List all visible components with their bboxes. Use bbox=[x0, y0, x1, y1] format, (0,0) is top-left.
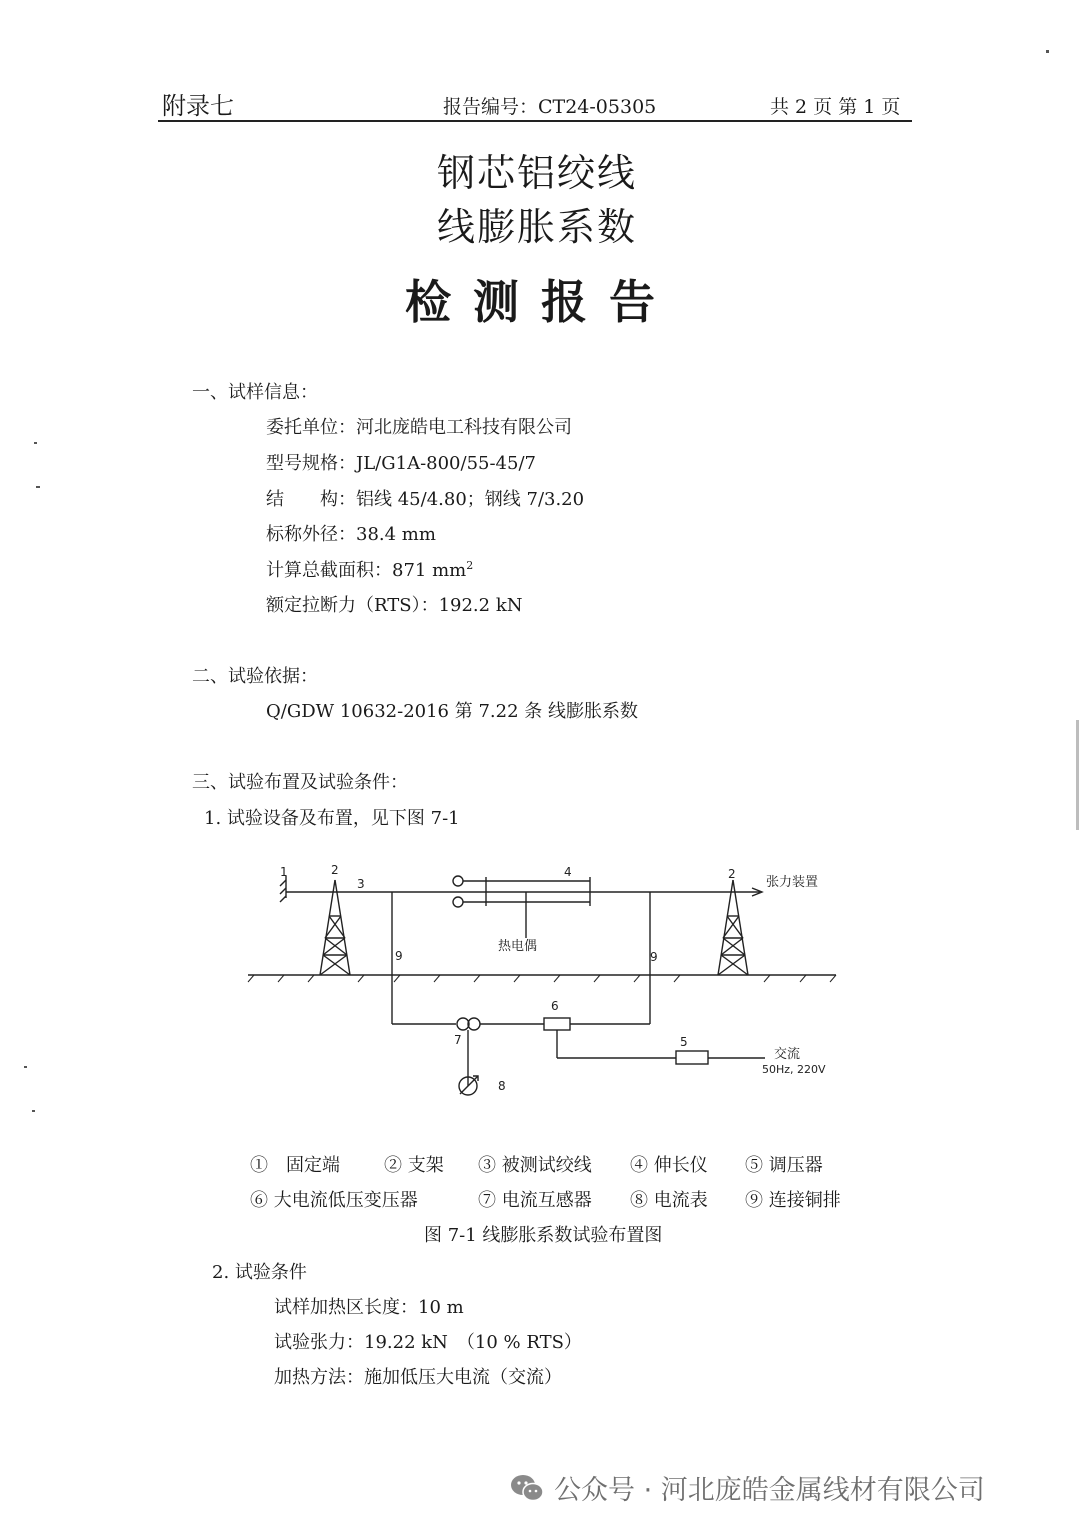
test-layout-diagram bbox=[240, 858, 840, 1098]
legend-item-3 bbox=[478, 1151, 592, 1177]
legend-text: 调压器 bbox=[768, 1155, 823, 1176]
label-7: 7 bbox=[454, 1033, 462, 1047]
label-5: 5 bbox=[680, 1035, 688, 1049]
header-divider bbox=[158, 120, 912, 122]
label-tension-device: 张力装置 bbox=[766, 875, 819, 890]
page-info: 共 2 页 第 1 页 bbox=[770, 96, 901, 118]
left-tower bbox=[320, 880, 350, 975]
legend-item-4 bbox=[630, 1151, 708, 1177]
section3-sub1: 1. 试验设备及布置，见下图 7-1 bbox=[204, 808, 460, 829]
client-line: 委托单位：河北庞皓电工科技有限公司 bbox=[266, 417, 572, 438]
label-4: 4 bbox=[564, 865, 572, 879]
legend-num: ② bbox=[384, 1155, 402, 1176]
heating-method-line: 加热方法：施加低压大电流（交流） bbox=[274, 1367, 562, 1388]
legend-item-9 bbox=[745, 1186, 841, 1212]
label-thermocouple: 热电偶 bbox=[498, 939, 538, 954]
label-8: 8 bbox=[498, 1079, 506, 1093]
standard-line: Q/GDW 10632-2016 第 7.22 条 线膨胀系数 bbox=[266, 701, 638, 722]
heating-length-line: 试样加热区长度：10 m bbox=[274, 1297, 464, 1318]
legend-item-6 bbox=[250, 1186, 418, 1212]
scan-speck bbox=[36, 486, 40, 488]
ground-hatching bbox=[248, 975, 836, 982]
area-line bbox=[266, 556, 473, 582]
label-2a: 2 bbox=[331, 863, 339, 877]
transformer-box bbox=[544, 1018, 570, 1030]
section1-heading: 一、试样信息： bbox=[192, 382, 318, 403]
label-9b: 9 bbox=[650, 950, 658, 964]
wechat-icon bbox=[510, 1473, 544, 1503]
appendix-label: 附录七 bbox=[162, 92, 234, 120]
label-ac-spec: 50Hz, 220V bbox=[762, 1063, 826, 1076]
legend-item-1 bbox=[250, 1151, 340, 1177]
scan-speck bbox=[24, 1066, 27, 1068]
label-9a: 9 bbox=[395, 949, 403, 963]
label-1: 1 bbox=[280, 865, 288, 879]
scan-speck bbox=[32, 1110, 35, 1112]
right-tower bbox=[718, 880, 748, 975]
scan-speck bbox=[1046, 50, 1049, 53]
title-line-1: 钢芯铝绞线 bbox=[437, 151, 638, 195]
section3-heading: 三、试验布置及试验条件： bbox=[192, 772, 408, 793]
report-title: 检测报告 bbox=[405, 275, 677, 329]
legend-text: 大电流低压变压器 bbox=[273, 1190, 418, 1211]
title-line-2: 线膨胀系数 bbox=[437, 205, 638, 249]
extensometer bbox=[453, 876, 590, 938]
legend-num: ⑧ bbox=[630, 1190, 648, 1211]
legend-text: 伸长仪 bbox=[653, 1155, 708, 1176]
area-superscript: 2 bbox=[466, 559, 474, 572]
legend-num: ⑥ bbox=[250, 1190, 268, 1211]
watermark-text: 公众号 · 河北庞皓金属线材有限公司 bbox=[554, 1475, 985, 1506]
label-2b: 2 bbox=[728, 867, 736, 881]
legend-text: 支架 bbox=[407, 1155, 444, 1176]
legend-item-5 bbox=[745, 1151, 823, 1177]
diameter-line: 标称外径：38.4 mm bbox=[266, 524, 436, 545]
section2-heading: 二、试验依据： bbox=[192, 666, 318, 687]
fixed-end-symbol bbox=[280, 876, 286, 902]
legend-num: ⑤ bbox=[745, 1155, 763, 1176]
legend-text: 电流互感器 bbox=[501, 1190, 592, 1211]
rts-line: 额定拉断力（RTS）：192.2 kN bbox=[266, 595, 523, 616]
legend-num: ④ bbox=[630, 1155, 648, 1176]
legend-item-2 bbox=[384, 1151, 444, 1177]
label-ac: 交流 bbox=[774, 1047, 801, 1062]
legend-text: 电流表 bbox=[653, 1190, 708, 1211]
scan-edge-shadow bbox=[1076, 720, 1079, 830]
conditions-heading: 2. 试验条件 bbox=[212, 1262, 307, 1283]
watermark bbox=[510, 1468, 985, 1507]
legend-num: ⑨ bbox=[745, 1190, 763, 1211]
report-number: 报告编号：CT24-05305 bbox=[443, 96, 657, 118]
legend-item-7 bbox=[478, 1186, 592, 1212]
legend-text: 被测试绞线 bbox=[501, 1155, 592, 1176]
legend-text: 连接铜排 bbox=[768, 1190, 841, 1211]
structure-line: 结 构：铝线 45/4.80；钢线 7/3.20 bbox=[266, 489, 585, 510]
scan-speck bbox=[34, 442, 37, 444]
area-text: 计算总截面积：871 mm bbox=[266, 560, 467, 581]
legend-text: 固定端 bbox=[286, 1155, 340, 1176]
label-6: 6 bbox=[551, 999, 559, 1013]
model-line: 型号规格：JL/G1A-800/55-45/7 bbox=[266, 453, 536, 474]
label-3: 3 bbox=[357, 877, 365, 891]
test-tension-line: 试验张力：19.22 kN （10 % RTS） bbox=[274, 1332, 582, 1353]
legend-num: ⑦ bbox=[478, 1190, 496, 1211]
legend-item-8 bbox=[630, 1186, 708, 1212]
figure-caption: 图 7-1 线膨胀系数试验布置图 bbox=[424, 1225, 663, 1246]
regulator-box bbox=[676, 1051, 708, 1064]
legend-num: ① bbox=[250, 1155, 268, 1176]
legend-num: ③ bbox=[478, 1155, 496, 1176]
